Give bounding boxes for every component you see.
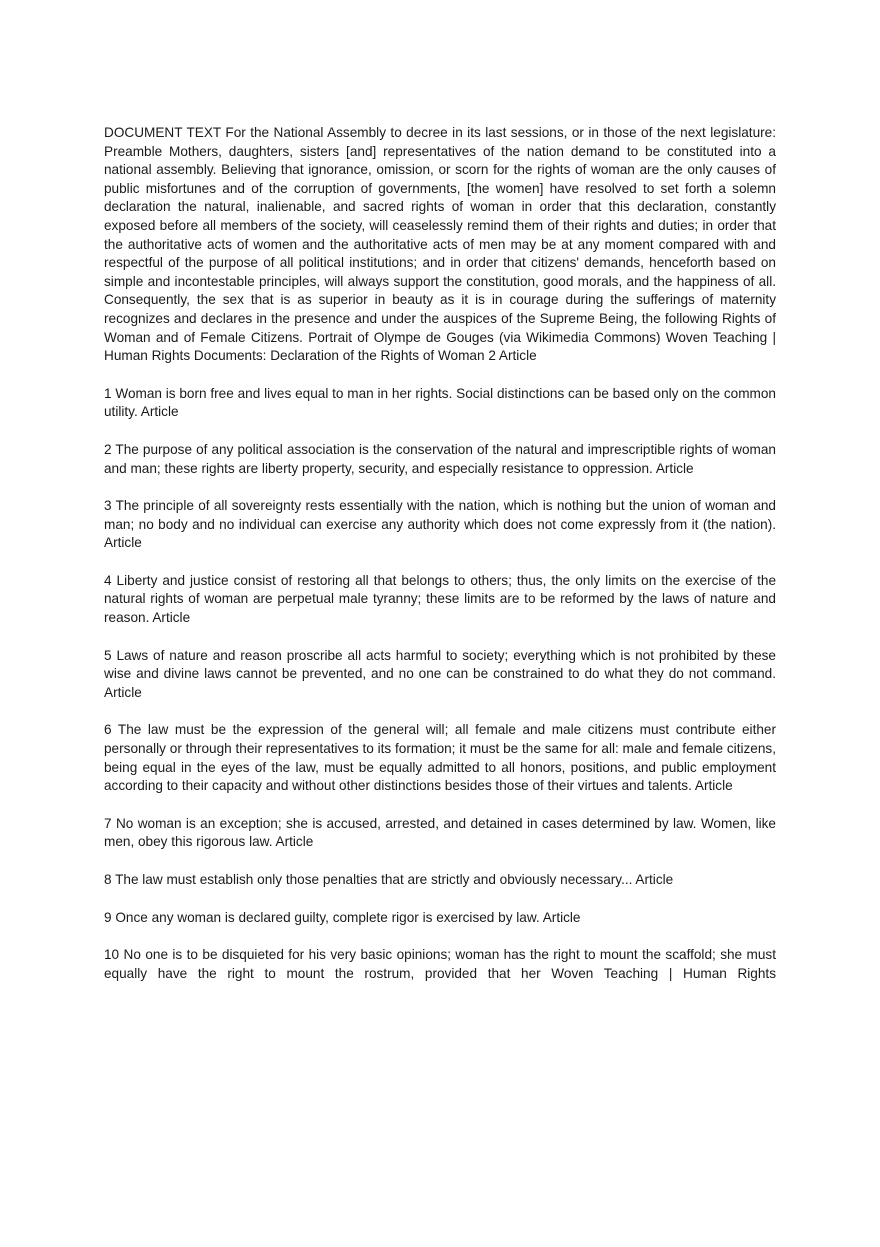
paragraph-article-1: 1 Woman is born free and lives equal to man in her rights. Social distinctions can be based only on the common utility. Article (104, 385, 776, 420)
paragraph-article-4: 4 Liberty and justice consist of restoring all that belongs to others; thus, the only limits on the exercise of the natural rights of woman are perpetual male tyranny; these limits are to be reformed by the laws of nature and reason. Article (104, 572, 776, 626)
document-page (104, 124, 776, 1002)
paragraph-preamble: DOCUMENT TEXT For the National Assembly to decree in its last sessions, or in those of the next legislature: Preamble Mothers, daughters, sisters [and] representatives of the nation demand to be constituted into a national assembly. Believing that ignorance, omission, or scorn for the rights of woman are the only causes of public misfortunes and of the corruption of governments, [the women] have resolved to set forth a solemn declaration the natural, inalienable, and sacred rights of woman in order that this declaration, constantly exposed before all members of the society, will ceaselessly remind them of their rights and duties; in order that the authoritative acts of women and the authoritative acts of men may be at any moment compared with and respectful of the purpose of all political institutions; and in order that citizens' demands, henceforth based on simple and incontestable principles, will always support the constitution, good morals, and the happiness of all. Consequently, the sex that is as superior in beauty as it is in courage during the sufferings of maternity recognizes and declares in the presence and under the auspices of the Supreme Being, the following Rights of Woman and of Female Citizens. Portrait of Olympe de Gouges (via Wikimedia Commons) Woven Teaching | Human Rights Documents: Declaration of the Rights of Woman 2 Article (104, 125, 776, 364)
paragraph-article-5: 5 Laws of nature and reason proscribe all acts harmful to society; everything which is not prohibited by these wise and divine laws cannot be prevented, and no one can be constrained to do what they do not command. Article (104, 647, 776, 700)
paragraph-article-9: 9 Once any woman is declared guilty, complete rigor is exercised by law. Article (104, 909, 581, 925)
paragraph-article-3: 3 The principle of all sovereignty rests essentially with the nation, which is nothing but the union of woman and man; no body and no individual can exercise any authority which does not come expressly from it (the nation). Article (104, 498, 776, 551)
paragraph-article-7: 7 No woman is an exception; she is accused, arrested, and detained in cases determined by law. Women, like men, obey this rigorous law. Article (104, 815, 776, 850)
paragraph-article-2: 2 The purpose of any political association is the conservation of the natural and imprescriptible rights of woman and man; these rights are liberty property, security, and especially resistance to oppression. Article (104, 441, 776, 476)
paragraph-article-6: 6 The law must be the expression of the general will; all female and male citizens must contribute either personally or through their representatives to its formation; it must be the same for all: male and female citizens, being equal in the eyes of the law, must be equally admitted to all honors, positions, and public employment according to their capacity and without other distinctions besides those of their virtues and talents. Article (104, 722, 776, 794)
paragraph-article-8: 8 The law must establish only those penalties that are strictly and obviously necessary... Article (104, 872, 674, 887)
paragraph-article-10: 10 No one is to be disquieted for his very basic opinions; woman has the right to mount the scaffold; she must equally have the right to mount the rostrum, provided that her Woven Teaching | Human Rights (104, 947, 776, 981)
